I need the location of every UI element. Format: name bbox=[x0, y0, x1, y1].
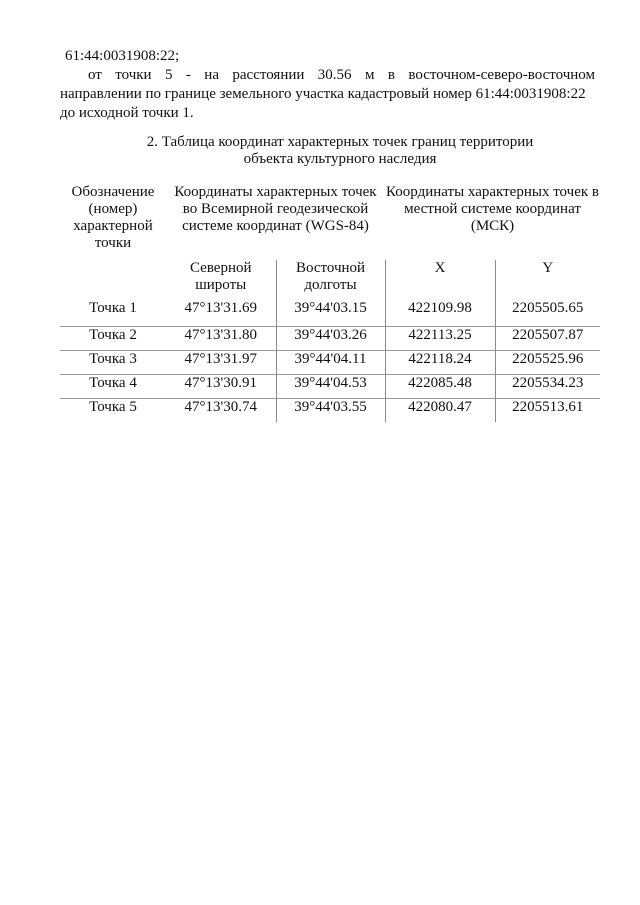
point-lon: 39°44'04.11 bbox=[276, 351, 385, 375]
table-title-line-1: 2. Таблица координат характерных точек границ территории bbox=[146, 134, 534, 150]
table-title-line-2: объекта культурного наследия bbox=[243, 151, 437, 167]
table-row bbox=[60, 300, 600, 327]
description-line-1 bbox=[60, 66, 595, 85]
coordinates-table bbox=[60, 184, 600, 422]
point-x: 422109.98 bbox=[385, 300, 495, 327]
header-wgs: Координаты характерных точек во Всемирной геодезической системе координат (WGS-84) bbox=[174, 184, 377, 234]
point-x: 422118.24 bbox=[385, 351, 495, 375]
subheader-y: Y bbox=[495, 260, 600, 300]
point-y: 2205513.61 bbox=[495, 399, 600, 423]
table-row bbox=[60, 327, 600, 351]
point-lon: 39°44'03.55 bbox=[276, 399, 385, 423]
subheader-x: X bbox=[385, 260, 495, 300]
description-line-2: направлении по границе земельного участка кадастровый номер 61:44:0031908:22 bbox=[60, 86, 586, 102]
point-lat: 47°13'31.80 bbox=[166, 327, 276, 351]
point-x: 422113.25 bbox=[385, 327, 495, 351]
point-lon: 39°44'04.53 bbox=[276, 375, 385, 399]
table-subheader-row bbox=[60, 260, 600, 300]
subheader-lon: Восточной долготы bbox=[276, 260, 385, 300]
subheader-empty bbox=[60, 260, 166, 300]
description-line-1-text: от точки 5 - на расстоянии 30.56 м в восточном-северо-восточном bbox=[88, 67, 595, 83]
table-row bbox=[60, 399, 600, 423]
point-name: Точка 5 bbox=[60, 399, 166, 423]
point-lat: 47°13'31.69 bbox=[184, 300, 257, 316]
point-name: Точка 1 bbox=[89, 300, 137, 316]
subheader-lat: Северной широты bbox=[189, 260, 252, 293]
table-row bbox=[60, 375, 600, 399]
table-header-row bbox=[60, 184, 600, 260]
point-name: Точка 4 bbox=[60, 375, 166, 399]
point-y: 2205505.65 bbox=[495, 300, 600, 327]
point-lon: 39°44'03.26 bbox=[276, 327, 385, 351]
point-y: 2205534.23 bbox=[495, 375, 600, 399]
point-name: Точка 3 bbox=[60, 351, 166, 375]
point-y: 2205507.87 bbox=[495, 327, 600, 351]
point-name: Точка 2 bbox=[60, 327, 166, 351]
point-x: 422085.48 bbox=[385, 375, 495, 399]
point-lat: 47°13'30.74 bbox=[166, 399, 276, 423]
point-lon: 39°44'03.15 bbox=[276, 300, 385, 327]
point-x: 422080.47 bbox=[385, 399, 495, 423]
point-lat: 47°13'31.97 bbox=[166, 351, 276, 375]
point-y: 2205525.96 bbox=[495, 351, 600, 375]
cadastral-number-line: 61:44:0031908:22; bbox=[65, 48, 180, 64]
header-msk: Координаты характерных точек в местной системе координат (МСК) bbox=[386, 184, 599, 234]
point-lat: 47°13'30.91 bbox=[166, 375, 276, 399]
description-line-3: до исходной точки 1. bbox=[60, 105, 194, 121]
table-row bbox=[60, 351, 600, 375]
header-designation: Обозначение (номер) характерной точки bbox=[71, 184, 155, 251]
